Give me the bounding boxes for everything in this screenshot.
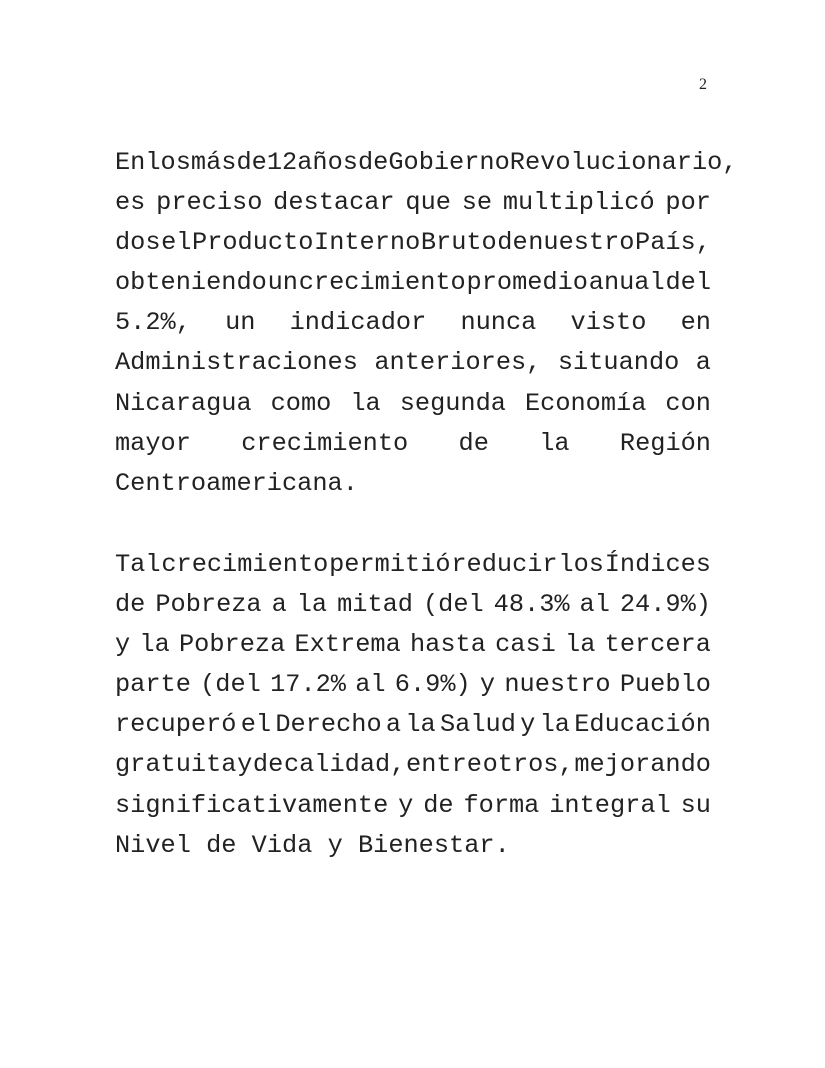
word: un [267,268,298,298]
text-line [115,343,711,383]
word: y [479,670,496,700]
word: hasta [409,630,486,660]
text-line [115,665,711,705]
word: como [270,388,332,418]
text-line [115,625,711,665]
text-line [115,303,711,343]
word: tercera [604,630,711,660]
text-line [115,545,711,585]
word: otros, [482,750,574,780]
word: a [695,348,711,378]
word: reducir [451,550,558,579]
word: Bruto [420,228,497,258]
word: calidad, [283,750,406,780]
word: (del [422,590,484,620]
text-line [115,705,711,745]
word: Nivel [115,830,191,860]
line-words [115,223,711,263]
word: mejorando [574,750,711,780]
word: al [579,590,610,620]
word: Educación [574,710,711,740]
word: Bienestar. [357,830,510,860]
word: Vida [251,830,313,860]
word: En [115,148,146,177]
word: casi [495,630,556,660]
word: y [520,710,536,740]
word: crecimiento [241,428,409,458]
word: Producto [192,228,314,258]
text-line [115,223,711,263]
word: y [398,790,414,820]
text-line [115,464,711,504]
text-line [115,585,711,625]
word: que [405,188,451,218]
word: Tal [115,550,161,579]
line-words [115,545,711,585]
word: la [139,630,170,660]
word: recuperó [115,710,237,740]
word: y [115,630,131,660]
word: los [558,550,604,579]
word: de [423,790,454,820]
word: los [145,148,191,177]
word: por [665,188,711,218]
paragraph-poverty-reduction [115,545,711,866]
word: Revolucionario, [509,148,738,177]
text-line [115,826,711,866]
word: la [539,428,570,458]
word: gratuita [115,750,237,780]
word: de [206,830,237,860]
word: crecimiento [298,268,466,298]
word: dos [115,228,161,258]
word: a [271,590,287,620]
word: más [190,148,237,177]
word: indicador [289,308,427,338]
word: 12 [266,148,298,177]
word: la [296,590,328,620]
word: nuestro [528,228,635,258]
word: de [458,428,489,458]
word: Pobreza [155,590,262,620]
word: al [355,670,386,700]
word: promedio [466,268,588,298]
word: Pobreza [179,630,286,660]
word: visto [570,308,647,338]
word: el [240,710,272,740]
word: Administraciones [115,348,358,378]
word: la [565,630,596,660]
word: multiplicó [502,188,655,218]
word: la [539,710,570,740]
line-words [115,745,711,785]
word: situando [557,348,680,378]
line-words [115,384,711,424]
word: y [237,750,253,780]
word: mayor [115,428,191,458]
line-words [115,183,711,223]
word: años [297,148,358,177]
word: 24.9%) [619,590,711,620]
line-words [115,665,711,705]
word: con [665,388,711,418]
text-line [115,424,711,464]
word: Nicaragua [115,388,252,418]
word: Gobierno [388,148,510,177]
text-line [115,183,711,223]
word: se [461,188,493,218]
line-words [115,826,711,866]
word: permitió [329,550,451,579]
text-line [115,263,711,303]
word: (del [200,670,261,700]
word: forma [463,790,540,820]
word: País, [635,228,711,258]
word: es [115,188,146,218]
word: Centroamericana. [115,468,358,498]
word: Derecho [275,710,382,740]
word: destacar [273,188,395,218]
word: 5.2%, [115,308,191,338]
word: significativamente [115,790,389,820]
line-words [115,464,711,504]
paragraph-gdp-growth [115,143,738,504]
text-line [115,143,738,183]
line-words [115,263,711,303]
line-words [115,143,738,183]
word: de [252,750,284,780]
text-line [115,745,711,785]
word: Extrema [294,630,401,660]
line-words [115,424,711,464]
word: mitad [337,590,413,620]
word: nunca [460,308,537,338]
word: la [350,388,381,418]
line-words [115,303,711,343]
word: anteriores, [374,348,542,378]
word: Índices [604,550,711,579]
word: y [327,830,343,860]
word: 6.9%) [394,670,471,700]
text-line [115,384,711,424]
word: crecimiento [161,550,329,579]
word: Región [619,428,711,458]
word: parte [115,670,191,700]
word: de [115,590,146,620]
word: Pueblo [619,670,711,700]
line-words [115,786,711,826]
word: preciso [156,188,263,218]
word: a [385,710,402,740]
word: 17.2% [270,670,346,700]
word: la [405,710,436,740]
word: integral [549,790,671,820]
line-words [115,705,711,745]
word: Salud [439,710,516,740]
word: de [497,228,528,258]
line-words [115,625,711,665]
page-number: 2 [699,76,707,93]
word: de [236,148,267,177]
line-words [115,585,711,625]
line-words [115,343,711,383]
word: anual [588,268,665,298]
word: de [357,148,389,177]
word: nuestro [504,670,611,700]
word: del [665,268,711,298]
word: obteniendo [115,268,267,298]
word: entre [406,750,482,780]
word: el [161,228,192,258]
word: 48.3% [493,590,570,620]
word: segunda [399,388,506,418]
word: Economía [524,388,647,418]
text-line [115,786,711,826]
word: en [680,308,711,338]
word: un [225,308,256,338]
word: Interno [314,228,421,258]
word: su [680,790,711,820]
